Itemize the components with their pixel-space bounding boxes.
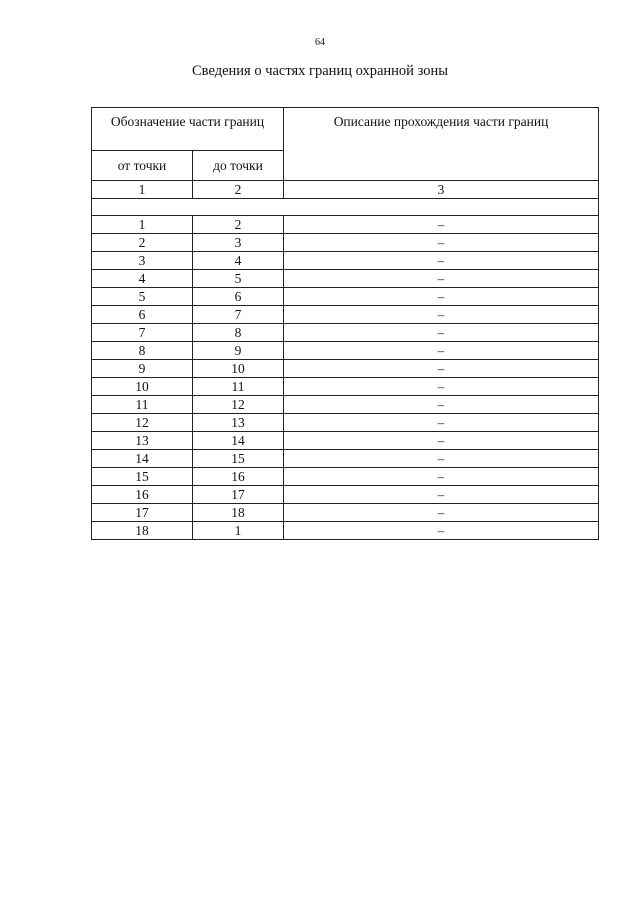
from-point-cell: 3 bbox=[92, 252, 193, 270]
table-row bbox=[92, 486, 599, 504]
description-cell: – bbox=[284, 468, 599, 486]
from-point-cell: 5 bbox=[92, 288, 193, 306]
table-row bbox=[92, 216, 599, 234]
table-row bbox=[92, 414, 599, 432]
from-point-cell: 1 bbox=[92, 216, 193, 234]
description-cell: – bbox=[284, 234, 599, 252]
from-point-cell: 8 bbox=[92, 342, 193, 360]
from-point-cell: 6 bbox=[92, 306, 193, 324]
from-point-cell: 14 bbox=[92, 450, 193, 468]
table-row bbox=[92, 450, 599, 468]
table-row bbox=[92, 306, 599, 324]
to-point-cell: 17 bbox=[193, 486, 284, 504]
to-point-cell: 4 bbox=[193, 252, 284, 270]
from-point-cell: 7 bbox=[92, 324, 193, 342]
description-cell: – bbox=[284, 216, 599, 234]
table-row bbox=[92, 378, 599, 396]
table-row bbox=[92, 468, 599, 486]
empty-separator-row bbox=[92, 199, 599, 216]
to-point-cell: 15 bbox=[193, 450, 284, 468]
to-point-cell: 5 bbox=[193, 270, 284, 288]
from-point-cell: 2 bbox=[92, 234, 193, 252]
description-cell: – bbox=[284, 414, 599, 432]
from-point-cell: 11 bbox=[92, 396, 193, 414]
table-row bbox=[92, 324, 599, 342]
header-boundary-part: Обозначение части границ bbox=[92, 108, 284, 151]
description-cell: – bbox=[284, 324, 599, 342]
from-point-cell: 12 bbox=[92, 414, 193, 432]
to-point-cell: 18 bbox=[193, 504, 284, 522]
to-point-cell: 13 bbox=[193, 414, 284, 432]
from-point-cell: 18 bbox=[92, 522, 193, 540]
from-point-cell: 13 bbox=[92, 432, 193, 450]
description-cell: – bbox=[284, 288, 599, 306]
table-row bbox=[92, 234, 599, 252]
to-point-cell: 11 bbox=[193, 378, 284, 396]
to-point-cell: 9 bbox=[193, 342, 284, 360]
table-row bbox=[92, 360, 599, 378]
table-row bbox=[92, 522, 599, 540]
from-point-cell: 4 bbox=[92, 270, 193, 288]
to-point-cell: 8 bbox=[193, 324, 284, 342]
description-cell: – bbox=[284, 378, 599, 396]
column-number: 2 bbox=[193, 181, 284, 199]
description-cell: – bbox=[284, 306, 599, 324]
table-row bbox=[92, 288, 599, 306]
empty-separator-cell bbox=[92, 199, 599, 216]
table-row bbox=[92, 342, 599, 360]
description-cell: – bbox=[284, 486, 599, 504]
table-row bbox=[92, 396, 599, 414]
page-number: 64 bbox=[315, 37, 325, 48]
header-to-point: до точки bbox=[193, 151, 284, 181]
description-cell: – bbox=[284, 360, 599, 378]
table-row bbox=[92, 252, 599, 270]
to-point-cell: 2 bbox=[193, 216, 284, 234]
to-point-cell: 1 bbox=[193, 522, 284, 540]
to-point-cell: 14 bbox=[193, 432, 284, 450]
to-point-cell: 10 bbox=[193, 360, 284, 378]
header-from-point: от точки bbox=[92, 151, 193, 181]
description-cell: – bbox=[284, 504, 599, 522]
column-number-row bbox=[92, 181, 599, 199]
from-point-cell: 15 bbox=[92, 468, 193, 486]
description-cell: – bbox=[284, 396, 599, 414]
from-point-cell: 10 bbox=[92, 378, 193, 396]
column-number: 1 bbox=[92, 181, 193, 199]
boundary-parts-table-body bbox=[92, 108, 599, 540]
boundary-parts-table bbox=[91, 107, 599, 540]
to-point-cell: 7 bbox=[193, 306, 284, 324]
to-point-cell: 3 bbox=[193, 234, 284, 252]
to-point-cell: 16 bbox=[193, 468, 284, 486]
document-title: Сведения о частях границ охранной зоны bbox=[192, 63, 448, 79]
table-row bbox=[92, 270, 599, 288]
description-cell: – bbox=[284, 252, 599, 270]
description-cell: – bbox=[284, 342, 599, 360]
description-cell: – bbox=[284, 432, 599, 450]
header-description: Описание прохождения части границ bbox=[284, 108, 599, 181]
table-row bbox=[92, 432, 599, 450]
header-row-main bbox=[92, 108, 599, 151]
description-cell: – bbox=[284, 450, 599, 468]
description-cell: – bbox=[284, 522, 599, 540]
table-row bbox=[92, 504, 599, 522]
from-point-cell: 16 bbox=[92, 486, 193, 504]
to-point-cell: 12 bbox=[193, 396, 284, 414]
from-point-cell: 9 bbox=[92, 360, 193, 378]
to-point-cell: 6 bbox=[193, 288, 284, 306]
from-point-cell: 17 bbox=[92, 504, 193, 522]
description-cell: – bbox=[284, 270, 599, 288]
column-number: 3 bbox=[284, 181, 599, 199]
